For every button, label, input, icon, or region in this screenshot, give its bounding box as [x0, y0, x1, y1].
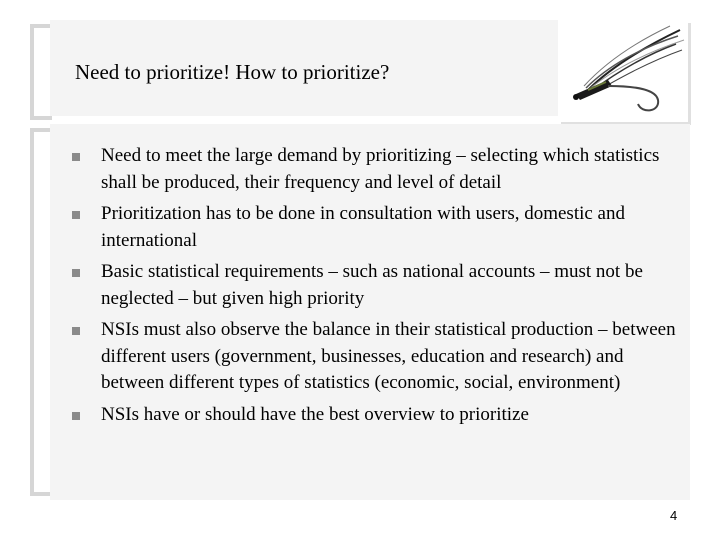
bullet-item	[72, 259, 682, 312]
body-frame-bracket	[30, 128, 52, 496]
slide-title: Need to prioritize! How to prioritize?	[75, 60, 390, 84]
page-number: 4	[670, 508, 678, 523]
square-bullet-icon	[72, 269, 80, 277]
square-bullet-icon	[72, 153, 80, 161]
bullet-text: NSIs have or should have the best overview to prioritize	[101, 403, 529, 425]
bullet-item	[72, 317, 682, 397]
bullet-text: Basic statistical requirements – such as national accounts – must not be neglected – but given high priority	[101, 261, 643, 309]
bullet-list	[72, 143, 682, 433]
bullet-text: NSIs must also observe the balance in their statistical production – between different users (government, businesses, education and research) and between different types of statistics (economic, social, environment)	[101, 319, 676, 393]
square-bullet-icon	[72, 211, 80, 219]
bullet-item	[72, 201, 682, 254]
fishing-fly-icon	[558, 20, 688, 122]
fishing-fly-image	[558, 20, 688, 122]
bullet-text: Need to meet the large demand by prioritizing – selecting which statistics shall be produced, their frequency and level of detail	[101, 145, 660, 193]
bullet-item	[72, 143, 682, 196]
bullet-text: Prioritization has to be done in consultation with users, domestic and international	[101, 203, 625, 251]
square-bullet-icon	[72, 412, 80, 420]
square-bullet-icon	[72, 327, 80, 335]
bullet-item	[72, 402, 682, 429]
title-frame-bracket	[30, 24, 52, 120]
